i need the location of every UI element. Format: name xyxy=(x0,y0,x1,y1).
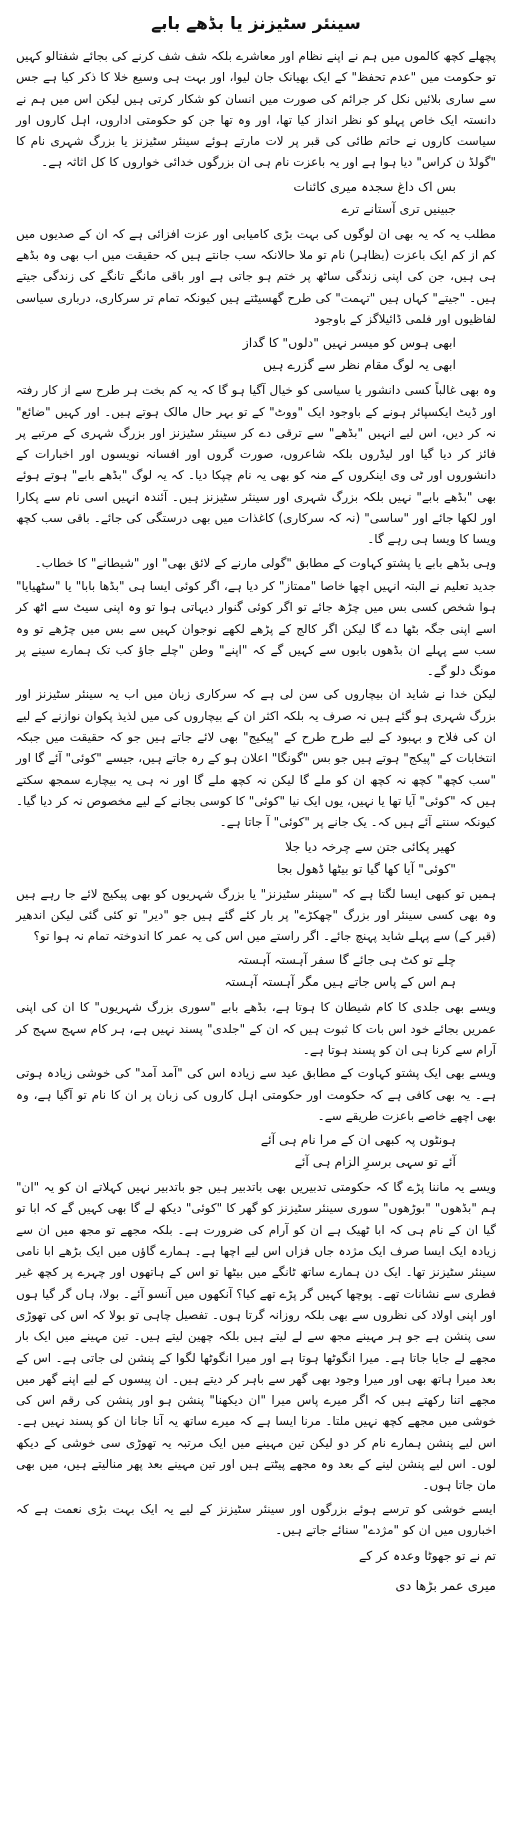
author-signature: میری عمر بڑھا دی xyxy=(395,1579,496,1595)
article-paragraph: وہ بھی غالباً کسی دانشور یا سیاسی کو خیال آگیا ہو گا کہ یہ کم بخت ہر طرح سے از کار رفتہ اور ڈیٹ ایکسپائر ہونے کے باوجود ایک "ووٹ" کے تو بہر حال مالک ہوتے ہیں۔ اور کہیں "ضائع" نہ کر دیں، اس لیے انہیں "بڈھے" سے ترقی دے کر سینئر سٹیزنز اور بزرگ شہری کے مرتبے پر فائز کر دیا گیا اور لیڈروں بلکہ شاعروں، صورت گروں اور افسانہ نویسوں اور اخبارات کے دانشوروں اور ٹی وی اینکروں کے منہ کو بھی یہ نام چپکا دیا۔ کہ یہ لوگ "بڈھے بابے" ہوتے ہوئے بھی "بڈھے بابے" نہیں بلکہ بزرگ شہری اور سینئر سٹیزنز ہیں۔ آئندہ انہیں اسی نام سے پکارا اور لکھا جائے اور "ساسی" (نہ کہ سرکاری) کاغذات میں بھی درستگی کی جائے۔ باقی سب کچھ ویسا کا ویسا ہی رہے گا۔ xyxy=(16,383,497,547)
verse-line: کھیر پکائی جتن سے چرخہ دیا جلا xyxy=(285,838,456,854)
article-paragraph: ویسے یہ ماننا پڑے گا کہ حکومتی تدبیریں بھی باتدبیر ہیں جو باتدبیر نہیں کہلاتے ان کو یہ "ان" ہم "بڈھوں" "بوڑھوں" سوری سینئر سٹیزنز کو گھر کا "کوئی" دیکھ لے گا بھی کہیں گے کہ ابا تو گیا ان کے نام ہی کہ ابا ٹھیک ہے ان کو آرام کی ضرورت ہے۔ بلکہ مجھے تو مجھ میں ان سے زیادہ ایک ایسا صرف ایک مژدہ جاں فزاں اس لیے اچھا ہے۔ ہمارے گاؤں میں ایک بڑھے ابا نامی سینئر سٹیزنز تھا۔ ایک دن ہمارے ساتھ ٹانگے میں بیٹھا تو اس کے ہاتھوں اور چہرے پر کچھ غیر فطری سے نشانات تھے۔ پوچھا کہیں گر پڑے تھے کیا؟ آنکھوں میں آنسو آئے۔ بولا، ہاں گر گیا ہوں اور اپنی اولاد کی نظروں سے بھی بلکہ روزانہ گرتا ہوں۔ تفصیل چاہی تو بولا کہ اس کی تھوڑی سی پنشن ہے جو ہر مہینے مجھ سے لے لیتے ہیں بلکہ چھین لیتے ہیں۔ تین مہینے میں ایک بار مجھے لے جایا جاتا ہے۔ میرا انگوٹھا ہوتا ہے اور میرا انگوٹھا لگوا کے پنشن لی جاتی ہے۔ اس کے بعد میرا ہاتھ بھی اور میرا وجود بھی گھر سے باہر کر دیتے ہیں۔ ان پیسوں کے لیے اپنے گھر میں مجھے اتنا رکھتے ہیں کہ اگر میرے پاس میرا "ان دیکھنا" پنشن ہو اور پنشن کی رقم اس کی خوشی میں مجھے کچھ نہیں ملتا۔ مرنا ایسا ہے کہ میرے ساتھ یہ آنا جانا ان کو پسند نہیں ہے۔ اس لیے پنشن ہمارے نام کر دو لیکن تین مہینے میں ایک مرتبہ یہ تھوڑی سی خوشی کے دیکھ لوں۔ اس لیے پنشن لینے کے بعد وہ مجھے پیٹتے ہیں اور تین مہینے بعد پھر منالیتے ہیں، میں بھی مان جاتا ہوں۔ xyxy=(16,1180,496,1493)
article-paragraph: ویسے بھی ایک پشتو کہاوت کے مطابق عید سے زیادہ اس کی "آمد آمد" کی خوشی زیادہ ہوتی ہے۔ یہ بھی کافی ہے کہ حکومت اور حکومتی اہل کاروں کی زبان پر ان کا نام تو آگیا ہے، وہ بھی اچھے خاصے باعزت طریقے سے۔ xyxy=(16,1066,496,1123)
verse-line: جبینیں تری آستانے ترے xyxy=(341,200,456,216)
article-paragraph: لیکن خدا نے شاید ان بیچاروں کی سن لی ہے کہ سرکاری زبان میں اب یہ سینئر سٹیزنز اور بزرگ شہری ہو گئے ہیں نہ صرف یہ بلکہ اکثر ان کے بیچاروں کی میں لذیذ پکوان نوازنے کے لیے ان کی فلاح و بہبود کے لیے طرح طرح کے "پیکیج" بھی لائے جاتے ہیں جو کہ حقیقت میں جبکہ انتخابات کے "پیکج" ہوتے ہیں جو بس "گونگا" اعلان ہو کے رہ جاتے ہیں، جیسے "کوئی" آئے گا اور "سب کچھ" کچھ نہ کچھ ان کو ملے گا لیکن نہ کچھ ملے گا اور نہ ہی یہ بیچارے سمجھ سکتے ہیں کہ "کوئی" آیا تھا یا نہیں، یوں ایک نیا "کوئی" کا کوسی بجانے کے لیے مخصوص نہ کر دیا گیا۔ کیونکہ سنتے آئے ہیں کہ۔ یک جانے پر "کوئی" آ جاتا ہے۔ xyxy=(16,687,496,830)
verse-line: بس اک داغ سجدہ میری کائنات xyxy=(293,178,456,194)
verse-line: چلے تو کٹ ہی جائے گا سفر آہستہ آہستہ xyxy=(237,952,456,968)
article-headline: سینئر سٹیزنز یا بڈھے بابے xyxy=(151,14,361,34)
verse-line: آئے تو سہی برسرِ الزام ہی آئے xyxy=(294,1154,456,1170)
verse-line: ابھی یہ لوگ مقام نظر سے گزرے ہیں xyxy=(262,357,456,373)
article-paragraph: ہمیں تو کبھی ایسا لگتا ہے کہ "سینئر سٹیزنز" یا بزرگ شہریوں کو بھی پیکیج لائے جا رہے ہیں وہ بھی کسی سینئر اور بزرگ "چھکڑے" پر بار کئے گئے ہیں جو "دیر" تو کئی گئی لیکن اندھیر (قبر کے) سے پہلے شاید پہنچ جائے۔ اگر راستے میں اس کی یہ عمر کا اندوختہ تمام نہ ہوا تو؟ xyxy=(16,886,496,944)
article-paragraph: ویسے بھی جلدی کا کام شیطان کا ہوتا ہے، بڈھے بابے "سوری بزرگ شہریوں" کا ان کی اپنی عمریں بجائے خود اس بات کا ثبوت ہیں کہ ان کے "جلدی" پسند نہیں ہے، ہر کام سہج سہج کر آرام سے کرنا ہی ان کو پسند ہوتا ہے۔ xyxy=(16,1000,496,1057)
closing-line: تم نے تو جھوٹا وعدہ کر کے xyxy=(358,1548,496,1564)
verse-block xyxy=(16,332,496,376)
verse-line: ہم اس کے پاس جاتے ہیں مگر آہستہ آہستہ xyxy=(224,974,456,990)
verse-block xyxy=(16,836,496,880)
verse-block xyxy=(16,949,496,993)
article-paragraph: وہی بڈھے بابے یا پشتو کہاوت کے مطابق "گولی مارنے کے لائق بھی" اور "شیطانے" کا خطاب۔ xyxy=(34,555,496,570)
article-paragraph: جدید تعلیم نے البتہ انہیں اچھا خاصا "ممتاز" کر دیا ہے، اگر کوئی ایسا ہی "بڈھا بابا" یا "سٹھیایا" ہوا شخص کسی بس میں چڑھ جائے تو اگر کوئی گنوار دیہاتی ہوا تو وہ اپنی سیٹ سے اٹھ کر اسے اپنی جگہ بٹھا دے گا لیکن اگر کالج کے پڑھے لکھے نوجوان کہیں سے بس میں چڑھے تو وہ سب سے پہلے ان بڈھوں بابوں سے کہیں گے کہ "اپنے" وطن "چلے جاؤ کب تک ہمارے سینے پر مونگ دلو گے۔ xyxy=(16,578,496,679)
article-paragraph: پچھلے کچھ کالموں میں ہم نے اپنے نظام اور معاشرے بلکہ شف شف کرنے کی بجائے شفتالو کہیں تو حکومت میں "عدم تحفظ" کے ایک بھیانک جان لیوا، اور بہت ہی وسیع خلا کا ذکر کیا ہے جس سے ساری بلائیں نکل کر جرائم کی صورت میں انسان کو شکار کرتی ہیں لیکن اس میں ہم نے دانستہ ایک خاص پہلو کو نظر انداز کیا تھا، اور وہ تھا جن کو حکومتی اداروں، اہل کاروں اور سیاست کاروں نے حاتم طائی کی قبر پر لات مارتے ہوئے سینئر سٹیزنز یا بزرگ شہری نام کا "گولڈ ن کراس" دیا ہوا ہے اور یہ باعزت نام ہی ان بزرگوں خدائی خواروں کا کل اثاثہ ہے۔ xyxy=(16,49,496,170)
verse-block xyxy=(16,176,496,220)
article-paragraph: ایسے خوشی کو ترسے ہوئے بزرگوں اور سینئر سٹیزنز کے لیے یہ ایک بہت بڑی نعمت ہے کہ اخباروں میں ان کو "مژدے" سنائے جاتے ہیں۔ xyxy=(16,1501,496,1537)
verse-line: ابھی ہوس کو میسر نہیں "دلوں" کا گداز xyxy=(242,335,456,351)
article-paragraph: مطلب یہ کہ یہ بھی ان لوگوں کی بہت بڑی کامیابی اور عزت افزائی ہے کہ ان کے صدیوں میں کم از کم ایک باعزت (بظاہر) نام تو ملا حالانکہ سب جانتے ہیں کہ حقیقت میں اب بھی وہ بڈھے ہی ہیں، جن کی اپنی زندگی ساٹھ پر ختم ہو جاتی ہے اور باقی مانگے تانگے کی زندگی جیتے ہیں۔ "جیتے" کہاں ہیں "تہمت" کی طرح گھسیٹتے ہیں کیونکہ تمام تر سرکاری، درباری سیاسی لفاظیوں اور فلمی ڈائیلاگز کے باوجود xyxy=(16,226,496,326)
verse-line: "کوئی" آیا کھا گیا تو بیٹھا ڈھول بجا xyxy=(276,860,456,876)
verse-line: ہونٹوں پہ کبھی ان کے مرا نام ہی آئے xyxy=(260,1132,456,1148)
verse-block xyxy=(16,1129,496,1173)
